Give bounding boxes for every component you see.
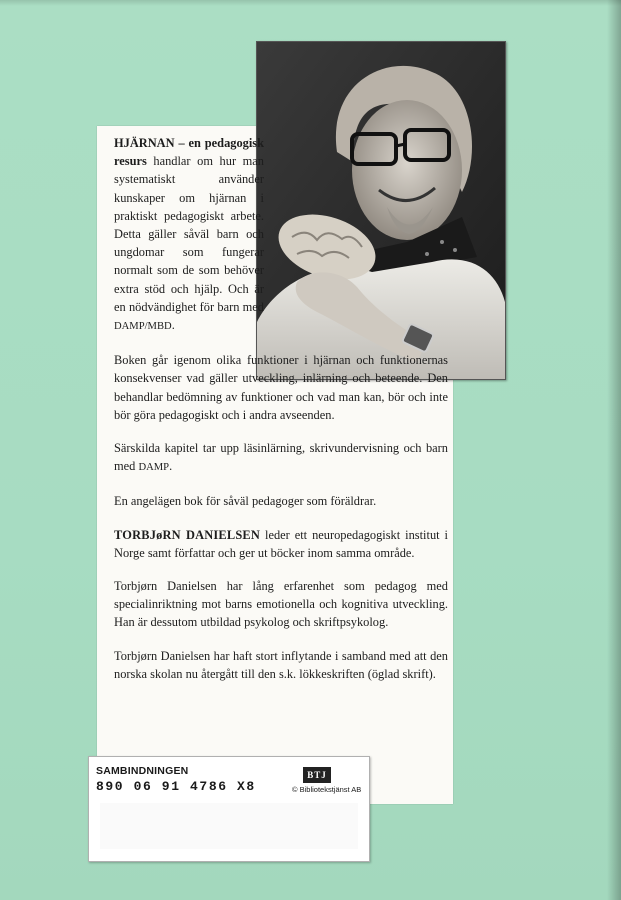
cover-spine-shadow [607,0,621,900]
author-bio: leder ett neuropedagogiskt institut i Norge samt författar och ger ut böcker inom samma område. [114,527,448,560]
back-cover-text [114,134,448,698]
intro-text-a: handlar om hur man systematiskt använder kunskaper om hjärnan i praktiskt pedagogiskt arbete. Detta gäller såväl barn och ungdomar som fungerar normalt som de som behöver extra stöd och hjälp. Och är en nödvändighet för barn med [114,154,264,314]
chapters-end: . [169,459,173,474]
library-barcode-label [88,756,370,862]
cover-top-edge [0,0,621,6]
chapters-text: Särskilda kapitel tar upp läsinlärning, skrivundervisning och barn med [114,441,448,474]
barcode-label-title: SAMBINDNINGEN [96,765,189,777]
intro-paragraph [114,134,264,336]
intro-abbrev: DAMP/MBD [114,321,172,333]
book-title-lead: HJÄRNAN – en pedagogisk resurs [114,136,264,169]
intro-text-b: . [171,318,175,333]
chapters-abbrev: DAMP [138,462,170,474]
audience-paragraph: En angelägen bok för såväl pedagoger som föräldrar. [114,494,377,509]
barcode-publisher: © Bibliotekstjänst AB [292,785,362,794]
experience-paragraph: Torbjørn Danielsen har lång erfarenhet som pedagog med specialinriktning mot barns emotionella och kognitiva utveckling. Han är dessutom utbildad psykolog och skriftpsykolog. [114,579,448,630]
content-paragraph: Boken går igenom olika funktioner i hjärnan och funktionernas konsekvenser vad gäller utveckling, inlärning och beteende. Den behandlar bedömning av funktioner och vad man kan, bör och inte bör göra pedagogiskt och i andra avseenden. [114,353,448,422]
barcode-bars [96,799,362,853]
author-paragraph [114,526,448,562]
author-name: TORBJøRN DANIELSEN [114,527,261,542]
chapters-paragraph [114,439,448,477]
influence-paragraph: Torbjørn Danielsen har haft stort inflytande i samband med att den norska skolan nu återgått till den s.k. lökkeskriften (öglad skrift). [114,648,448,681]
barcode-number: 890 06 91 4786 X8 [96,779,256,794]
btj-logo: BTJ [303,767,331,783]
